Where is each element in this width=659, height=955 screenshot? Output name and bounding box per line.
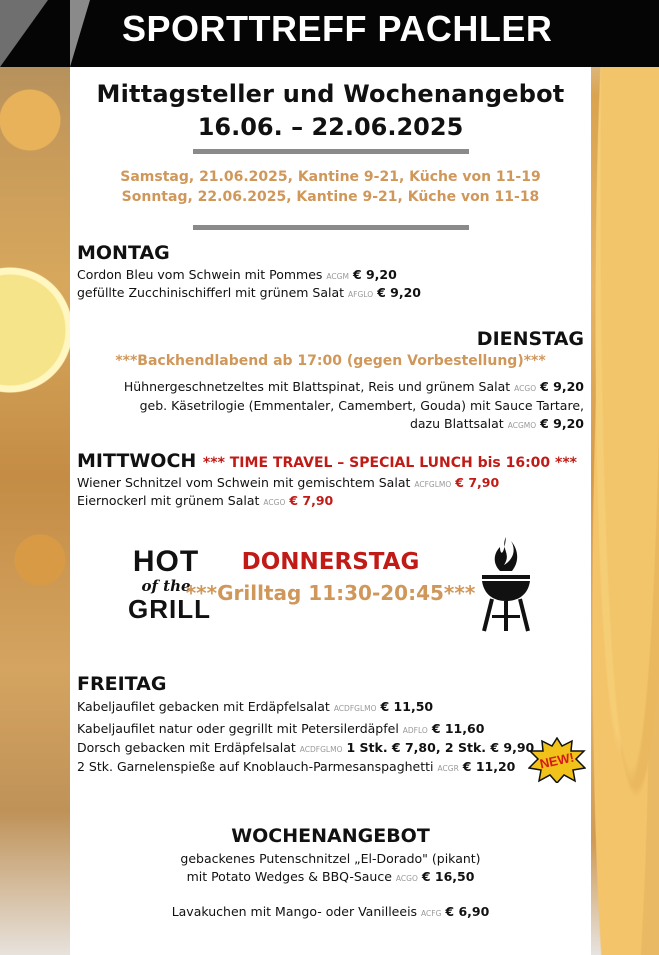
dish-text: Kabeljaufilet gebacken mit Erdäpfelsalat bbox=[77, 699, 330, 714]
logo-grill: GRILL bbox=[128, 594, 211, 624]
dish-text: Hühnergeschnetzeltes mit Blattspinat, Reis und grünem Salat bbox=[123, 379, 511, 394]
price: € 11,60 bbox=[431, 721, 485, 736]
food-photo-right bbox=[591, 0, 659, 955]
price: € 6,90 bbox=[445, 904, 490, 919]
day-title-donnerstag: DONNERSTAG bbox=[241, 549, 420, 575]
menu-item bbox=[77, 699, 433, 714]
allergen-code: ACFG bbox=[421, 909, 442, 918]
menu-item bbox=[77, 267, 397, 282]
menu-item bbox=[77, 475, 499, 490]
dish-text: dazu Blattsalat bbox=[409, 416, 504, 431]
menu-subtitle: Mittagsteller und Wochenangebot bbox=[96, 80, 565, 108]
dish-text: 2 Stk. Garnelenspieße auf Knoblauch-Parmesanspaghetti bbox=[77, 759, 434, 774]
price: € 9,20 bbox=[540, 416, 584, 431]
allergen-code: ACGO bbox=[514, 384, 537, 393]
allergen-code: ACDFGLMO bbox=[299, 745, 343, 754]
menu-item bbox=[124, 379, 584, 394]
menu-item bbox=[77, 285, 421, 300]
dish-text: Kabeljaufilet natur oder gegrillt mit Petersilerdäpfel bbox=[77, 721, 399, 736]
food-photo-left bbox=[0, 0, 70, 955]
donnerstag-special: ***Grilltag 11:30-20:45*** bbox=[185, 581, 476, 605]
menu-item bbox=[77, 740, 534, 755]
allergen-code: ACGO bbox=[263, 498, 286, 507]
allergen-code: ADFLO bbox=[402, 726, 428, 735]
day-title-mittwoch: MITTWOCH bbox=[77, 450, 197, 472]
hours-sunday: Sonntag, 22.06.2025, Kantine 9-21, Küche von 11-18 bbox=[121, 189, 540, 205]
allergen-code: ACGM bbox=[326, 272, 349, 281]
header-stripe bbox=[0, 0, 48, 67]
dish-text: mit Potato Wedges & BBQ-Sauce bbox=[186, 869, 392, 884]
dish-text: geb. Käsetrilogie (Emmentaler, Camembert, Gouda) mit Sauce Tartare, bbox=[139, 398, 584, 413]
dish-text: gefüllte Zucchinischifferl mit grünem Salat bbox=[77, 285, 345, 300]
day-title-mittwoch-row bbox=[77, 450, 577, 472]
allergen-code: ACGO bbox=[395, 874, 418, 883]
grill-icon bbox=[478, 535, 534, 635]
new-badge-text: NEW! bbox=[538, 749, 576, 772]
allergen-code: ACGMO bbox=[507, 421, 537, 430]
divider-bottom bbox=[193, 225, 469, 230]
mittwoch-special: *** TIME TRAVEL – SPECIAL LUNCH bis 16:00 *** bbox=[202, 455, 577, 471]
allergen-code: ACDFGLMO bbox=[333, 704, 377, 713]
dish-text: Dorsch gebacken mit Erdäpfelsalat bbox=[77, 740, 296, 755]
header-stripe-accent bbox=[70, 0, 90, 67]
price: € 9,20 bbox=[377, 285, 421, 300]
price: € 9,20 bbox=[540, 379, 584, 394]
price: € 7,90 bbox=[289, 493, 334, 508]
logo-of-the: of the bbox=[141, 577, 191, 595]
menu-panel bbox=[70, 67, 591, 955]
hours-saturday: Samstag, 21.06.2025, Kantine 9-21, Küche von 11-19 bbox=[120, 169, 541, 185]
dish-text: Eiernockerl mit grünem Salat bbox=[77, 493, 260, 508]
new-badge bbox=[528, 737, 586, 783]
allergen-code: AFGLO bbox=[348, 290, 374, 299]
divider-top bbox=[193, 149, 469, 154]
header-bar bbox=[0, 0, 659, 67]
day-title-freitag: FREITAG bbox=[77, 673, 167, 695]
wochenangebot-line2 bbox=[70, 869, 591, 884]
dienstag-special: ***Backhendlabend ab 17:00 (gegen Vorbestellung)*** bbox=[115, 353, 546, 369]
price: 1 Stk. € 7,80, 2 Stk. € 9,90 bbox=[346, 740, 535, 755]
dish-text: Wiener Schnitzel vom Schwein mit gemischtem Salat bbox=[77, 475, 411, 490]
menu-daterange: 16.06. – 22.06.2025 bbox=[197, 113, 464, 141]
menu-item bbox=[77, 759, 515, 774]
price: € 11,20 bbox=[462, 759, 516, 774]
menu-item bbox=[77, 721, 484, 736]
wochenangebot-line3 bbox=[70, 904, 591, 919]
wochenangebot-line1: gebackenes Putenschnitzel „El-Dorado" (pikant) bbox=[180, 851, 481, 866]
logo-hot: HOT bbox=[132, 545, 200, 578]
day-title-montag: MONTAG bbox=[77, 242, 170, 264]
dish-text: Cordon Bleu vom Schwein mit Pommes bbox=[77, 267, 323, 282]
price: € 7,90 bbox=[455, 475, 500, 490]
menu-item bbox=[77, 493, 333, 508]
allergen-code: ACFGLMO bbox=[414, 480, 452, 489]
wochenangebot-title: WOCHENANGEBOT bbox=[231, 825, 430, 847]
day-title-dienstag: DIENSTAG bbox=[476, 328, 584, 350]
menu-item bbox=[410, 416, 584, 431]
price: € 9,20 bbox=[352, 267, 397, 282]
price: € 11,50 bbox=[380, 699, 434, 714]
page-title: SPORTTREFF PACHLER bbox=[122, 8, 553, 49]
price: € 16,50 bbox=[421, 869, 475, 884]
dish-text: Lavakuchen mit Mango- oder Vanilleeis bbox=[171, 904, 418, 919]
allergen-code: ACGR bbox=[437, 764, 459, 773]
menu-item bbox=[140, 398, 584, 413]
